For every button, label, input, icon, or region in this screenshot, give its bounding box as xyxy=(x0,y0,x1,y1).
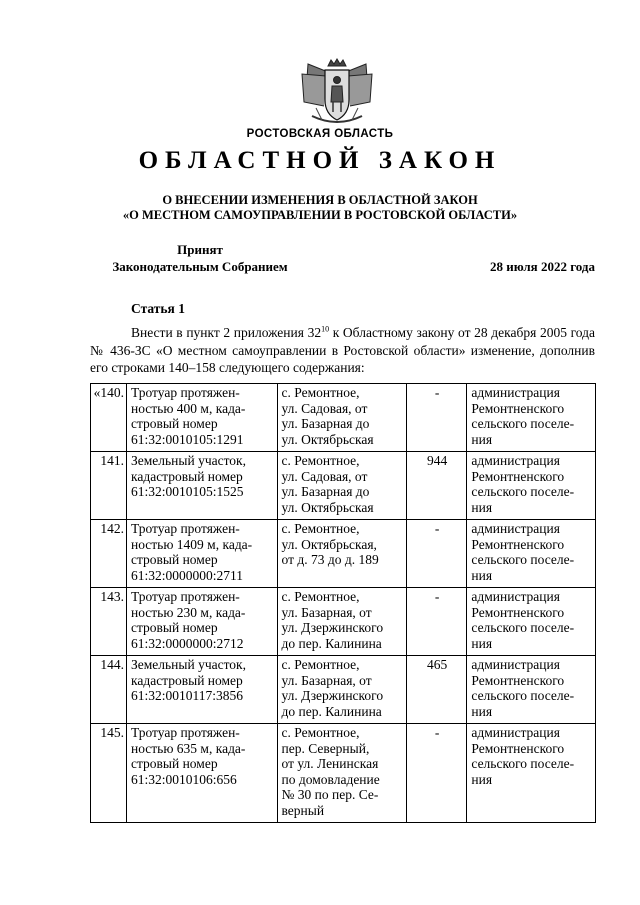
adoption-date: 28 июля 2022 года xyxy=(490,259,595,274)
address-cell xyxy=(277,724,406,823)
row-number-cell: 141. xyxy=(91,452,127,520)
area-cell: - xyxy=(406,724,467,823)
row-number-cell: «140. xyxy=(91,384,127,452)
owner-cell xyxy=(467,588,596,656)
cell-line: администрация xyxy=(471,725,560,740)
cell-line: 61:32:0010117:3856 xyxy=(130,688,243,703)
intro-text-end: к Областному закону от 28 декабря 2005 года № 436-ЗС «О местном самоуправлении в Ростовской области» изменение, дополнив его строками 140–158 следующего содержания: xyxy=(90,325,596,375)
law-title: ОБЛАСТНОЙ ЗАКОН xyxy=(138,147,502,174)
adopting-body: Законодательным Собранием xyxy=(112,259,288,274)
subtitle-line-2: «О МЕСТНОМ САМОУПРАВЛЕНИИ В РОСТОВСКОЙ ОБЛАСТИ» xyxy=(122,208,518,222)
cell-line: ностью 400 м, када- xyxy=(130,400,246,416)
cell-line: Земельный участок, xyxy=(130,453,246,468)
owner-cell xyxy=(467,452,596,520)
cell-line: ния xyxy=(471,771,493,787)
owner-cell xyxy=(467,520,596,588)
table-row xyxy=(91,520,596,588)
cell-line: Ремонтненского xyxy=(471,604,565,620)
area-cell: - xyxy=(406,384,467,452)
object-description-cell xyxy=(126,588,277,656)
cell-line: верный xyxy=(281,802,325,818)
intro-superscript: 10 xyxy=(321,324,330,334)
address-cell xyxy=(277,520,406,588)
object-description-cell xyxy=(126,384,277,452)
cell-line: администрация xyxy=(471,385,560,400)
cell-line: № 30 по пер. Се- xyxy=(281,787,379,802)
cell-line: с. Ремонтное, xyxy=(281,385,360,400)
table-row xyxy=(91,384,596,452)
cell-line: стровый номер xyxy=(130,620,218,635)
object-description-cell xyxy=(126,656,277,724)
cell-line: 61:32:0010105:1291 xyxy=(130,431,244,447)
cell-line: Ремонтненского xyxy=(471,740,565,756)
row-number-cell: 145. xyxy=(91,724,127,823)
cell-line: Тротуар протяжен- xyxy=(130,385,240,400)
cell-line: ностью 635 м, када- xyxy=(130,740,246,756)
cell-line: ния xyxy=(471,635,493,651)
cell-line: 61:32:0010106:656 xyxy=(130,771,237,787)
coat-of-arms-icon xyxy=(298,58,376,128)
owner-cell xyxy=(467,656,596,724)
cell-line: ул. Базарная до xyxy=(281,416,370,431)
cell-line: кадастровый номер xyxy=(130,672,243,688)
cell-line: ул. Дзержинского xyxy=(281,620,384,635)
cell-line: ностью 230 м, када- xyxy=(130,604,246,620)
area-cell: - xyxy=(406,520,467,588)
owner-cell xyxy=(467,724,596,823)
cell-line: ул. Базарная, от xyxy=(281,672,372,688)
row-number-cell: 142. xyxy=(91,520,127,588)
adoption-block xyxy=(90,241,310,275)
property-table xyxy=(90,383,596,823)
cell-line: администрация xyxy=(471,657,560,672)
cell-line: 61:32:0000000:2711 xyxy=(130,567,243,583)
address-cell xyxy=(277,452,406,520)
table-row xyxy=(91,452,596,520)
object-description-cell xyxy=(126,724,277,823)
table-row xyxy=(91,588,596,656)
cell-line: сельского поселе- xyxy=(471,756,575,771)
cell-line: ул. Садовая, от xyxy=(281,468,368,484)
cell-line: Земельный участок, xyxy=(130,657,246,672)
row-number-cell: 143. xyxy=(91,588,127,656)
address-cell xyxy=(277,588,406,656)
cell-line: Тротуар протяжен- xyxy=(130,725,240,740)
cell-line: Ремонтненского xyxy=(471,468,565,484)
subtitle-line-1: О ВНЕСЕНИИ ИЗМЕНЕНИЯ В ОБЛАСТНОЙ ЗАКОН xyxy=(162,193,478,207)
cell-line: с. Ремонтное, xyxy=(281,453,360,468)
cell-line: с. Ремонтное, xyxy=(281,589,360,604)
area-cell: - xyxy=(406,588,467,656)
cell-line: ул. Базарная, от xyxy=(281,604,372,620)
cell-line: Тротуар протяжен- xyxy=(130,521,240,536)
cell-line: администрация xyxy=(471,453,560,468)
cell-line: с. Ремонтное, xyxy=(281,725,360,740)
row-number-cell: 144. xyxy=(91,656,127,724)
cell-line: от ул. Ленинская xyxy=(281,756,379,771)
cell-line: по домовладение xyxy=(281,771,380,787)
law-subtitle xyxy=(0,193,640,223)
cell-line: сельского поселе- xyxy=(471,416,575,431)
article-title: Статья 1 xyxy=(131,301,185,316)
cell-line: сельского поселе- xyxy=(471,620,575,635)
cell-line: Ремонтненского xyxy=(471,672,565,688)
cell-line: ул. Октябрьская xyxy=(281,499,374,515)
cell-line: ния xyxy=(471,703,493,719)
cell-line: Ремонтненского xyxy=(471,536,565,552)
cell-line: пер. Северный, xyxy=(281,740,370,756)
cell-line: с. Ремонтное, xyxy=(281,657,360,672)
cell-line: кадастровый номер xyxy=(130,468,243,484)
table-row xyxy=(91,724,596,823)
cell-line: администрация xyxy=(471,589,560,604)
address-cell xyxy=(277,656,406,724)
cell-line: администрация xyxy=(471,521,560,536)
cell-line: ул. Садовая, от xyxy=(281,400,368,416)
cell-line: до пер. Калинина xyxy=(281,703,382,719)
cell-line: Ремонтненского xyxy=(471,400,565,416)
region-name: РОСТОВСКАЯ ОБЛАСТЬ xyxy=(246,128,394,140)
table-row xyxy=(91,656,596,724)
article-intro xyxy=(90,324,595,377)
cell-line: до пер. Калинина xyxy=(281,635,382,651)
cell-line: с. Ремонтное, xyxy=(281,521,360,536)
area-cell: 944 xyxy=(406,452,467,520)
address-cell xyxy=(277,384,406,452)
cell-line: стровый номер xyxy=(130,416,218,431)
cell-line: ул. Дзержинского xyxy=(281,688,384,703)
cell-line: 61:32:0010105:1525 xyxy=(130,484,244,499)
intro-text-start: Внести в пункт 2 приложения 32 xyxy=(131,325,322,340)
adopted-label: Принят xyxy=(177,242,223,257)
cell-line: ния xyxy=(471,567,493,583)
cell-line: сельского поселе- xyxy=(471,688,575,703)
cell-line: ул. Базарная до xyxy=(281,484,370,499)
cell-line: сельского поселе- xyxy=(471,552,575,567)
cell-line: ния xyxy=(471,499,493,515)
cell-line: Тротуар протяжен- xyxy=(130,589,240,604)
object-description-cell xyxy=(126,520,277,588)
cell-line: ностью 1409 м, када- xyxy=(130,536,253,552)
cell-line: 61:32:0000000:2712 xyxy=(130,635,244,651)
area-cell: 465 xyxy=(406,656,467,724)
cell-line: ул. Октябрьская, xyxy=(281,536,377,552)
cell-line: ния xyxy=(471,431,493,447)
cell-line: сельского поселе- xyxy=(471,484,575,499)
cell-line: стровый номер xyxy=(130,756,218,771)
cell-line: от д. 73 до д. 189 xyxy=(281,552,379,567)
object-description-cell xyxy=(126,452,277,520)
cell-line: стровый номер xyxy=(130,552,218,567)
owner-cell xyxy=(467,384,596,452)
cell-line: ул. Октябрьская xyxy=(281,431,374,447)
